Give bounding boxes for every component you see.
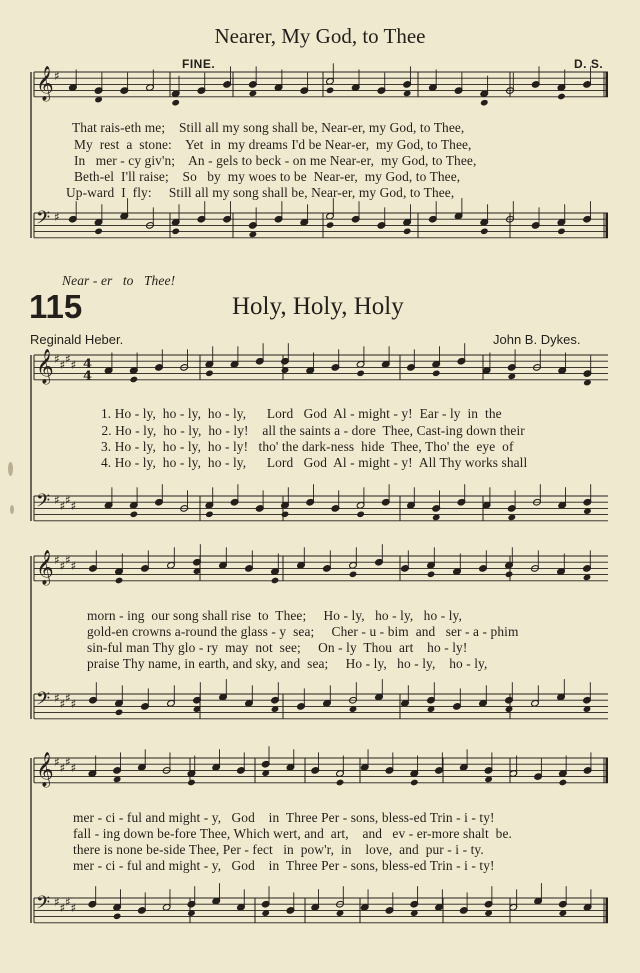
h115-s3-treble-note xyxy=(410,779,419,787)
sharp-icon: ♯ xyxy=(54,352,60,366)
h114-bass-note xyxy=(326,221,335,229)
hymn-114-verse-3: In mer - cy giv'n; An - gels to beck - on me Near-er, my God, to Thee, xyxy=(74,153,477,168)
h115-s2-bass-note xyxy=(115,709,124,717)
sharp-icon: ♯ xyxy=(70,358,77,372)
sharp-icon: ♯ xyxy=(70,559,77,573)
h115-s1-bass-note xyxy=(129,511,138,519)
sharp-icon: ♯ xyxy=(54,895,60,909)
hymn-115-v1-line3: mer - ci - ful and might - y, God in Three Per - sons, bless-ed Trin - i - ty! xyxy=(73,810,495,825)
h115-s1-treble-note xyxy=(356,370,365,378)
hymn-114-verse-4: Beth-el I'll raise; So by my woes to be Near-er, my God, to Thee, xyxy=(74,169,461,184)
hymn-114-verse-5: Up-ward I fly: Still all my song shall be, Near-er, my God, to Thee, xyxy=(66,185,455,200)
treble-clef-icon: 𝄞 xyxy=(36,66,54,101)
sharp-icon: ♯ xyxy=(65,553,71,567)
fine-marking: FINE. xyxy=(182,57,216,71)
hymn-115-v1-line2: morn - ing our song shall rise to Thee; Ho - ly, ho - ly, ho - ly, xyxy=(87,608,462,623)
hymn-115-v2-line3: fall - ing down be-fore Thee, Which wert, and art, and ev - er-more shalt be. xyxy=(73,826,512,841)
treble-clef-icon: 𝄞 xyxy=(36,752,54,787)
sharp-icon: ♯ xyxy=(70,697,77,711)
sharp-icon: ♯ xyxy=(59,358,66,372)
hymn-115-v4-line2: praise Thy name, in earth, and sky, and sea; Ho - ly, ho - ly, ho - ly, xyxy=(87,656,488,671)
h114-bass-note xyxy=(171,228,180,236)
sharp-icon: ♯ xyxy=(59,761,66,775)
hymn-115-v2-line1: 2. Ho - ly, ho - ly, ho - ly! all the saints a - dore Thee, Cast-ing down their xyxy=(98,423,525,438)
h115-s3-treble-note xyxy=(559,779,568,787)
sharp-icon: ♯ xyxy=(54,493,60,507)
h115-s2-treble-note xyxy=(427,571,436,579)
h114-bass-final-thick xyxy=(606,213,609,238)
sharp-icon: ♯ xyxy=(70,761,77,775)
sharp-icon: ♯ xyxy=(59,499,66,513)
time-signature-top: 4 xyxy=(83,357,93,372)
h114-treble-note xyxy=(557,93,566,101)
h114-treble-final-thick xyxy=(606,72,609,97)
h115-s3-treble-final-thick xyxy=(606,758,609,783)
h115-s1-treble-note xyxy=(129,376,138,384)
sharp-icon: ♯ xyxy=(54,69,60,83)
hymn-115-title: Holy, Holy, Holy xyxy=(232,293,404,320)
ds-marking: D. S. xyxy=(574,57,604,71)
bass-clef-icon: 𝄢 xyxy=(36,208,51,233)
h114-treble-note xyxy=(480,99,489,107)
h115-s1-bass-note xyxy=(281,511,290,519)
sharp-icon: ♯ xyxy=(59,697,66,711)
sharp-icon: ♯ xyxy=(70,901,77,915)
hymn-115-composer: John B. Dykes. xyxy=(493,332,581,347)
sharp-icon: ♯ xyxy=(70,499,77,513)
sharp-icon: ♯ xyxy=(54,553,60,567)
h115-s1-bass-note xyxy=(356,511,365,519)
sharp-icon: ♯ xyxy=(54,210,60,224)
sharp-icon: ♯ xyxy=(65,352,71,366)
hymn-115-v4-line1: 4. Ho - ly, ho - ly, ho - ly, Lord God Al - might - y! All Thy works shall xyxy=(101,455,528,470)
h115-s2-treble-note xyxy=(271,577,280,585)
hymn-115-v1-line1: 1. Ho - ly, ho - ly, ho - ly, Lord God Al - might - y! Ear - ly in the xyxy=(101,406,502,421)
h115-s3-bass-note xyxy=(113,913,122,921)
sharp-icon: ♯ xyxy=(59,901,66,915)
sharp-icon: ♯ xyxy=(54,755,60,769)
h114-bass-note xyxy=(557,228,566,236)
hymn-115-author: Reginald Heber. xyxy=(30,332,124,347)
hymn-115-v3-line1: 3. Ho - ly, ho - ly, ho - ly! tho' the dark-ness hide Thee, Tho' the eye of xyxy=(101,439,514,454)
sharp-icon: ♯ xyxy=(65,895,71,909)
h115-s1-treble-note xyxy=(205,370,214,378)
h115-s2-treble-note xyxy=(505,571,514,579)
sharp-icon: ♯ xyxy=(65,691,71,705)
h115-s1-treble-note xyxy=(432,370,441,378)
treble-clef-icon: 𝄞 xyxy=(36,550,54,585)
hymn-114-title: Nearer, My God, to Thee xyxy=(214,24,426,48)
bass-clef-icon: 𝄢 xyxy=(36,893,51,918)
sharp-icon: ♯ xyxy=(54,691,60,705)
hymn-115-v3-line2: sin-ful man Thy glo - ry may not see; On - ly Thou art ho - ly! xyxy=(87,640,468,655)
hymn-115-number: 115 xyxy=(29,288,83,325)
sharp-icon: ♯ xyxy=(59,559,66,573)
h115-s3-bass-final-thick xyxy=(606,898,609,923)
h114-treble-note xyxy=(171,99,180,107)
sharp-icon: ♯ xyxy=(65,493,71,507)
hymn-114-verse-1: That rais-eth me; Still all my song shall be, Near-er, my God, to Thee, xyxy=(72,120,465,135)
hymn-115-v3-line3: there is none be-side Thee, Per - fect in pow'r, in love, and pur - i - ty. xyxy=(73,842,484,857)
bass-clef-icon: 𝄢 xyxy=(36,689,51,714)
h115-s2-treble-note xyxy=(115,577,124,585)
h115-s3-treble-note xyxy=(336,779,345,787)
hymn-114-verse-2: My rest a stone: Yet in my dreams I'd be Near-er, my God, to Thee, xyxy=(74,137,472,152)
h115-s2-treble-note xyxy=(349,571,358,579)
h114-treble-note xyxy=(326,87,335,95)
h114-bass-note xyxy=(94,228,103,236)
time-signature-bottom: 4 xyxy=(83,369,93,384)
treble-clef-icon: 𝄞 xyxy=(36,349,54,384)
bass-clef-icon: 𝄢 xyxy=(36,491,51,516)
hymn-115-v2-line2: gold-en crowns a-round the glass - y sea; Cher - u - bim and ser - a - phim xyxy=(87,624,519,639)
hymn-115-v4-line3: mer - ci - ful and might - y, God in Three Per - sons, bless-ed Trin - i - ty! xyxy=(73,858,495,873)
h115-s1-bass-note xyxy=(205,511,214,519)
hymn-114-refrain: Near - er to Thee! xyxy=(62,273,176,288)
h114-bass-note xyxy=(403,228,412,236)
h114-bass-note xyxy=(480,228,489,236)
sharp-icon: ♯ xyxy=(65,755,71,769)
h115-s3-treble-note xyxy=(187,779,196,787)
